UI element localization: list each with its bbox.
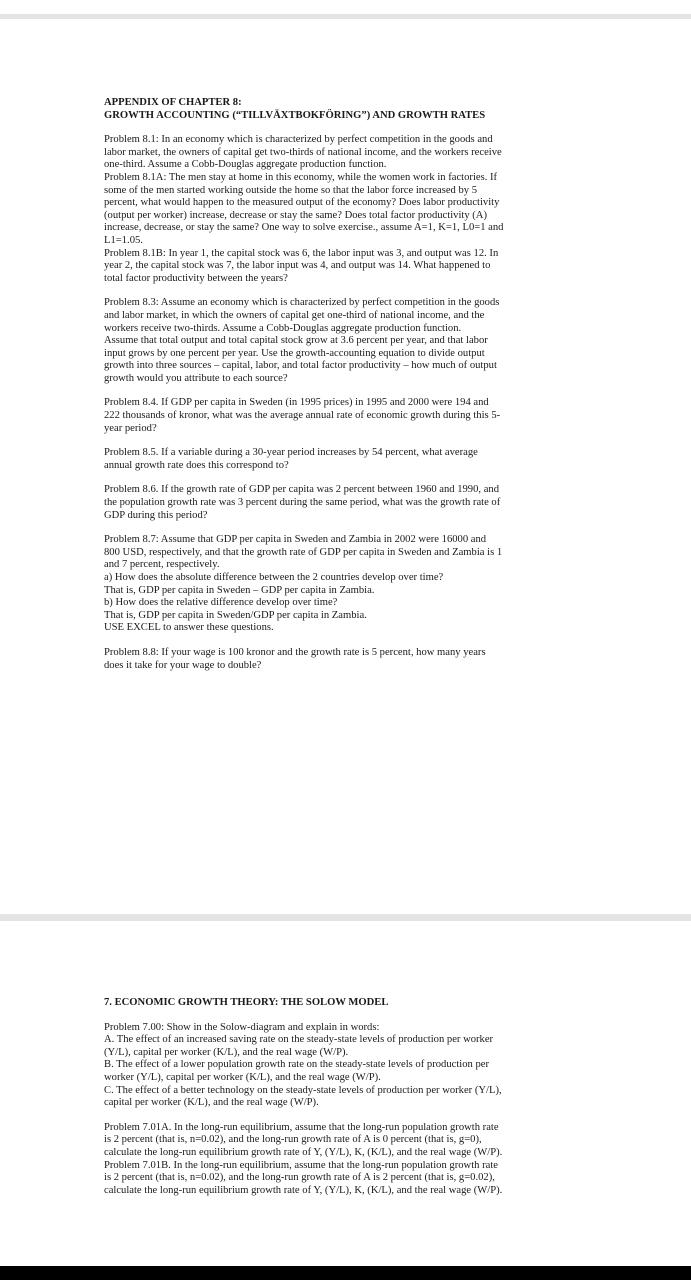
text-line: GDP during this period? xyxy=(104,509,208,521)
text-line: increase, decrease, or stay the same? One way to solve exercise., assume A=1, K=1, L0=1 and xyxy=(104,222,504,234)
text-line: growth into three sources – capital, labor, and total factor productivity – how much of output xyxy=(104,360,497,372)
text-line: is 2 percent (that is, n=0.02), and the long-run growth rate of A is 2 percent (that is, g=0.02), xyxy=(104,1172,495,1184)
text-line: L1=1.05. xyxy=(104,234,143,246)
page-bottom-edge xyxy=(0,1266,691,1280)
problem-block xyxy=(104,134,590,285)
problem-block xyxy=(104,647,590,672)
text-line: That is, GDP per capita in Sweden/GDP per capita in Zambia. xyxy=(104,609,367,621)
paragraph-gap xyxy=(104,472,590,484)
paragraph-gap xyxy=(104,1110,590,1122)
text-line: and labor market, in which the owners of capital get one-third of national income, and the xyxy=(104,309,485,321)
text-line: Problem 8.1A: The men stay at home in this economy, while the women work in factories. If xyxy=(104,171,498,183)
text-line: Problem 8.3: Assume an economy which is characterized by perfect competition in the goods xyxy=(104,297,500,309)
text-line: total factor productivity between the years? xyxy=(104,272,288,284)
text-line: (output per worker) increase, decrease or stay the same? Does total factor productivity (A) xyxy=(104,209,487,221)
problem-block xyxy=(104,1022,590,1110)
paragraph-gap xyxy=(104,285,590,297)
text-line: calculate the long-run equilibrium growth rate of Y, (Y/L), K, (K/L), and the real wage (W/P). xyxy=(104,1146,503,1158)
text-line: C. The effect of a better technology on the steady-state levels of production per worker (Y/L), xyxy=(104,1084,502,1096)
text-line: Problem 8.1B: In year 1, the capital stock was 6, the labor input was 3, and output was 12. In xyxy=(104,247,499,259)
text-line: some of the men started working outside the home so that the labor force increased by 5 xyxy=(104,184,478,196)
text-line: and 7 percent, respectively. xyxy=(104,559,220,571)
text-line: labor market, the owners of capital get two-thirds of national income, and the workers receive xyxy=(104,146,502,158)
text-line: one-third. Assume a Cobb-Douglas aggregate production function. xyxy=(104,159,387,171)
paragraph-gap xyxy=(104,522,590,534)
text-line: B. The effect of a lower population growth rate on the steady-state levels of production per xyxy=(104,1059,489,1071)
paragraph-gap xyxy=(104,435,590,447)
text-line: Problem 8.6. If the growth rate of GDP per capita was 2 percent between 1960 and 1990, and xyxy=(104,484,499,496)
text-line: Problem 8.5. If a variable during a 30-year period increases by 54 percent, what average xyxy=(104,447,478,459)
text-line: workers receive two-thirds. Assume a Cobb-Douglas aggregate production function. xyxy=(104,322,462,334)
appendix-subtitle: GROWTH ACCOUNTING (“TILLVÄXTBOKFÖRING”) AND GROWTH RATES xyxy=(104,109,486,121)
text-line: does it take for your wage to double? xyxy=(104,659,262,671)
page-separator xyxy=(0,914,691,921)
text-line: Problem 8.8: If your wage is 100 kronor and the growth rate is 5 percent, how many years xyxy=(104,646,486,658)
top-page-separator xyxy=(0,14,691,19)
text-line: 222 thousands of kronor, what was the average annual rate of economic growth during this 5- xyxy=(104,410,501,422)
text-line: Problem 7.01B. In the long-run equilibrium, assume that the long-run population growth rate xyxy=(104,1159,498,1171)
problem-block xyxy=(104,534,590,635)
chapter-title: 7. ECONOMIC GROWTH THEORY: THE SOLOW MODEL xyxy=(104,997,389,1008)
text-line: the population growth rate was 3 percent during the same period, what was the growth rate of xyxy=(104,497,501,509)
text-line: percent, what would happen to the measured output of the economy? Does labor productivity xyxy=(104,197,500,209)
text-line: growth would you attribute to each source? xyxy=(104,372,288,384)
problem-block xyxy=(104,484,590,522)
text-line: Problem 8.1: In an economy which is characterized by perfect competition in the goods and xyxy=(104,134,493,146)
problem-block xyxy=(104,1122,590,1198)
text-line: Assume that total output and total capital stock grow at 3.6 percent per year, and that labor xyxy=(104,335,488,347)
text-line: 800 USD, respectively, and that the growth rate of GDP per capita in Sweden and Zambia is 1 xyxy=(104,546,503,558)
text-line: worker (Y/L), capital per worker (K/L), and the real wage (W/P). xyxy=(104,1071,381,1083)
text-line: capital per worker (K/L), and the real wage (W/P). xyxy=(104,1097,319,1109)
text-line: That is, GDP per capita in Sweden – GDP per capita in Zambia. xyxy=(104,584,375,596)
text-line: USE EXCEL to answer these questions. xyxy=(104,622,274,634)
text-line: Problem 7.01A. In the long-run equilibrium, assume that the long-run population growth rate xyxy=(104,1121,499,1133)
paragraph-gap xyxy=(104,385,590,397)
text-line: (Y/L), capital per worker (K/L), and the real wage (W/P). xyxy=(104,1046,349,1058)
appendix-page xyxy=(104,97,590,672)
problem-block xyxy=(104,297,590,385)
text-line: year 2, the capital stock was 7, the labor input was 4, and output was 14. What happened to xyxy=(104,260,491,272)
text-line: input grows by one percent per year. Use the growth-accounting equation to divide output xyxy=(104,347,485,359)
problem-block xyxy=(104,397,590,435)
text-line: b) How does the relative difference develop over time? xyxy=(104,597,338,609)
text-line: Problem 7.00: Show in the Solow-diagram and explain in words: xyxy=(104,1021,380,1033)
appendix-title: APPENDIX OF CHAPTER 8: xyxy=(104,97,242,108)
paragraph-gap xyxy=(104,635,590,647)
solow-model-page xyxy=(104,997,590,1197)
text-line: calculate the long-run equilibrium growth rate of Y, (Y/L), K, (K/L), and the real wage (W/P). xyxy=(104,1184,503,1196)
text-line: annual growth rate does this correspond to? xyxy=(104,459,289,471)
text-line: Problem 8.7: Assume that GDP per capita in Sweden and Zambia in 2002 were 16000 and xyxy=(104,534,487,546)
text-line: a) How does the absolute difference between the 2 countries develop over time? xyxy=(104,572,444,583)
text-line: Problem 8.4. If GDP per capita in Sweden (in 1995 prices) in 1995 and 2000 were 194 and xyxy=(104,397,489,409)
text-line: A. The effect of an increased saving rate on the steady-state levels of production per worker xyxy=(104,1034,494,1046)
text-line: is 2 percent (that is, n=0.02), and the long-run growth rate of A is 0 percent (that is, g=0), xyxy=(104,1134,482,1146)
text-line: year period? xyxy=(104,422,157,434)
problem-block xyxy=(104,447,590,472)
